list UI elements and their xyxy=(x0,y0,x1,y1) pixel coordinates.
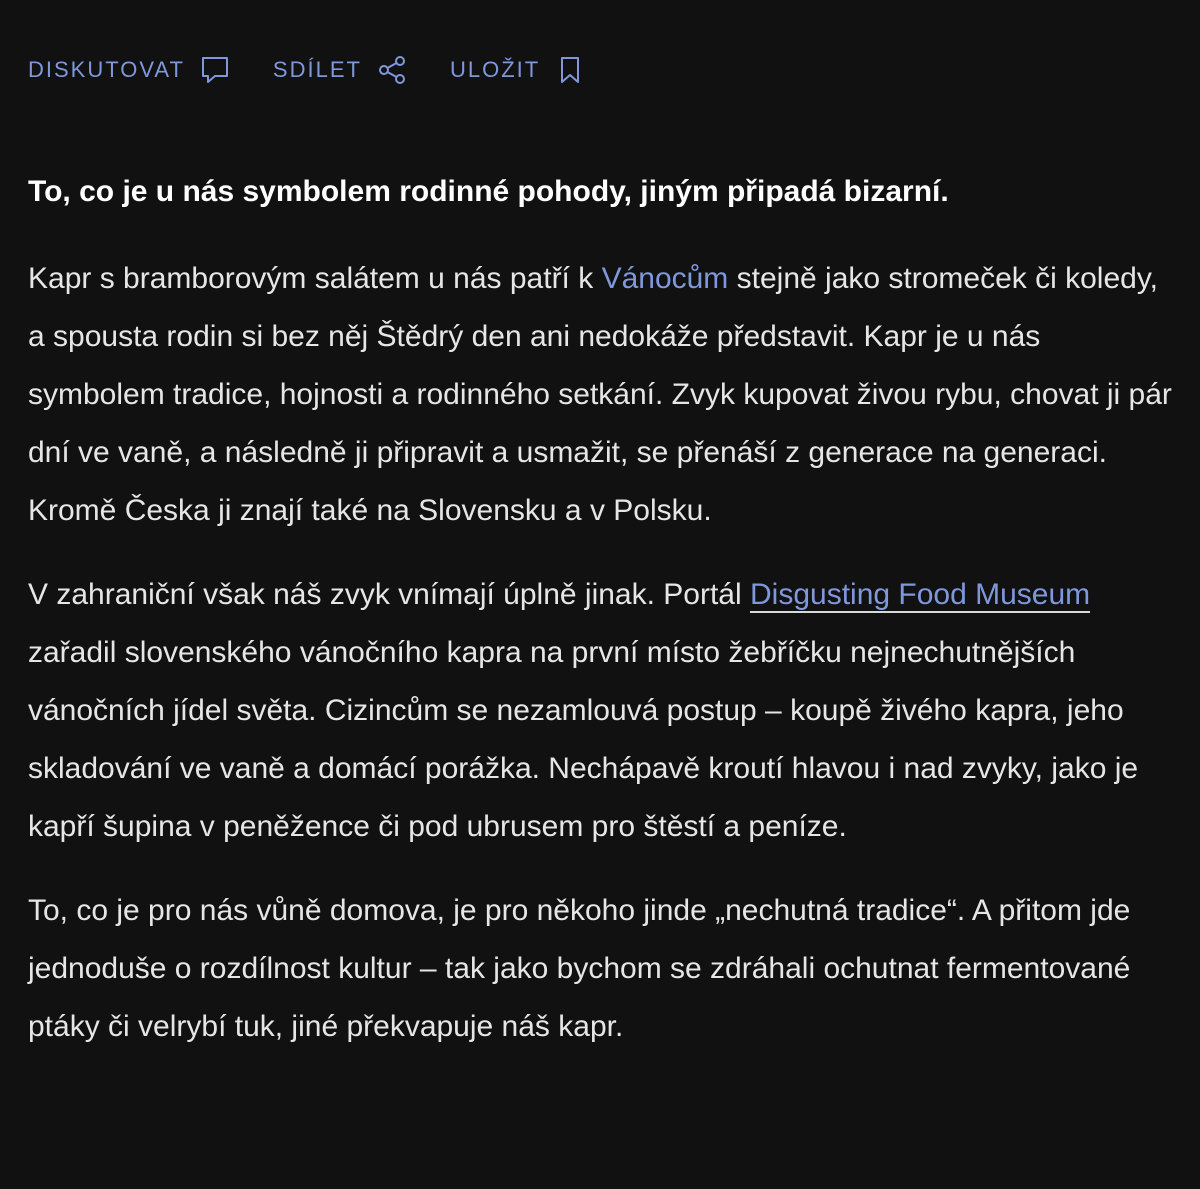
paragraph-1-before: Kapr s bramborovým salátem u nás patří k xyxy=(28,262,602,295)
paragraph-2-after: zařadil slovenského vánočního kapra na první místo žebříčku nejnechutnějších vánočních jídel světa. Cizincům se nezamlouvá postup – koupě živého kapra, jeho skladování ve vaně a domácí porážka. Nechápavě kroutí hlavou i nad zvyky, jako je kapří šupina v peněžence či pod ubrusem pro štěstí a peníze. xyxy=(28,636,1139,843)
save-label: ULOŽIT xyxy=(449,57,541,82)
share-label: SDÍLET xyxy=(272,57,362,82)
disgusting-food-museum-link[interactable]: Disgusting Food Museum xyxy=(750,578,1091,611)
paragraph-1 xyxy=(28,250,1172,540)
article-actions xyxy=(28,54,628,86)
discuss-label: DISKUTOVAT xyxy=(28,57,185,82)
speech-bubble-icon xyxy=(199,54,231,86)
paragraph-3: To, co je pro nás vůně domova, je pro někoho jinde „nechutná tradice“. A přitom jde jednoduše o rozdílnost kultur – tak jako bychom se zdráhali ochutnat fermentované ptáky či velrybí tuk, jiné překvapuje náš kapr. xyxy=(28,894,1131,1043)
share-icon xyxy=(376,54,408,86)
share-button[interactable] xyxy=(273,54,408,86)
discuss-button[interactable] xyxy=(28,54,231,86)
article-lead: To, co je u nás symbolem rodinné pohody, jiným připadá bizarní. xyxy=(28,175,949,208)
paragraph-1-after: stejně jako stromeček či koledy, a spousta rodin si bez něj Štědrý den ani nedokáže představit. Kapr je u nás symbolem tradice, hojnosti a rodinného setkání. Zvyk kupovat živou rybu, chovat ji pár dní ve vaně, a následně ji připravit a usmažit, se přenáší z generace na generaci. Kromě Česka ji znají také na Slovensku a v Polsku. xyxy=(28,262,1172,527)
paragraph-2 xyxy=(28,566,1172,856)
bookmark-icon xyxy=(554,54,586,86)
paragraph-2-before: V zahraniční však náš zvyk vnímají úplně jinak. Portál xyxy=(28,578,750,611)
article-body xyxy=(28,168,1172,1082)
christmas-link[interactable]: Vánocům xyxy=(601,262,729,295)
save-button[interactable] xyxy=(450,54,586,86)
